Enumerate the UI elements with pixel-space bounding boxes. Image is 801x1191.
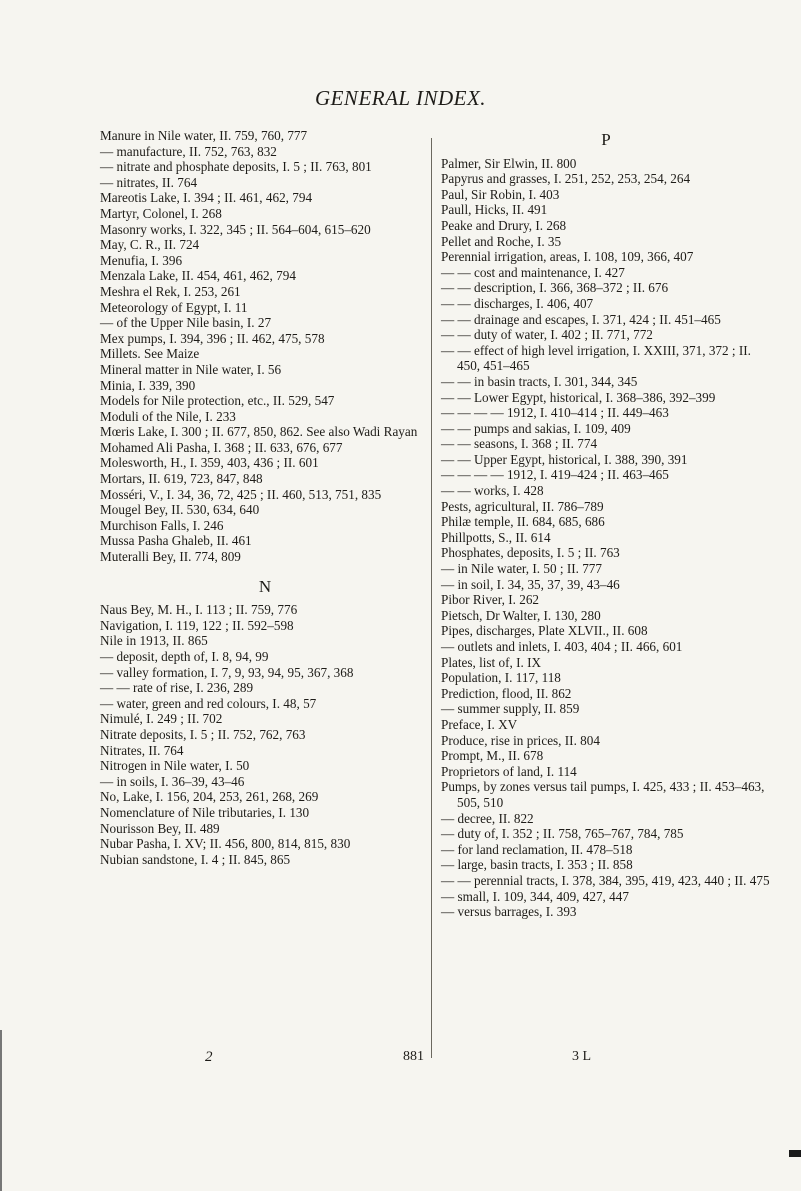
page-footer [0, 1049, 801, 1069]
index-entry: — — seasons, I. 368 ; II. 774 [441, 436, 598, 452]
index-entry: Prompt, M., II. 678 [441, 748, 544, 764]
index-entry: Muteralli Bey, II. 774, 809 [100, 549, 241, 565]
index-entry: — large, basin tracts, I. 353 ; II. 858 [441, 857, 633, 873]
index-entry: — — — — 1912, I. 419–424 ; II. 463–465 [441, 467, 669, 483]
section-letter-n: N [258, 576, 272, 596]
index-entry: Pibor River, I. 262 [441, 592, 540, 608]
index-entry: Mineral matter in Nile water, I. 56 [100, 361, 282, 377]
index-entry: — in soil, I. 34, 35, 37, 39, 43–46 [441, 576, 620, 592]
index-entry: Pipes, discharges, Plate XLVII., II. 608 [441, 623, 648, 639]
index-entry: — — rate of rise, I. 236, 289 [100, 680, 254, 696]
index-entry: Nitrates, II. 764 [100, 742, 184, 758]
index-entry: Preface, I. XV [441, 716, 518, 732]
index-entry: Nile in 1913, II. 865 [100, 633, 208, 649]
index-entry: Meteorology of Egypt, I. 11 [100, 299, 248, 315]
index-entry: Molesworth, H., I. 359, 403, 436 ; II. 601 [100, 455, 319, 471]
page-number: 881 [403, 1049, 424, 1064]
index-entry: Nimulé, I. 249 ; II. 702 [100, 711, 223, 727]
index-entry: — — discharges, I. 406, 407 [441, 295, 594, 311]
index-entry: — duty of, I. 352 ; II. 758, 765–767, 784, 785 [441, 826, 684, 842]
index-entry: — — pumps and sakias, I. 109, 409 [441, 420, 631, 436]
index-entry: — of the Upper Nile basin, I. 27 [100, 315, 272, 331]
index-entry: Nubian sandstone, I. 4 ; II. 845, 865 [100, 851, 291, 867]
index-entry: Mussa Pasha Ghaleb, II. 461 [100, 533, 252, 549]
index-entry: Millets. See Maize [100, 346, 200, 362]
index-entry: Paul, Sir Robin, I. 403 [441, 186, 560, 202]
index-entry: Pietsch, Dr Walter, I. 130, 280 [441, 607, 601, 623]
index-entry: — water, green and red colours, I. 48, 57 [100, 695, 317, 711]
index-entry: Models for Nile protection, etc., II. 529, 547 [100, 393, 335, 409]
index-entry: Philæ temple, II. 684, 685, 686 [441, 514, 605, 530]
index-entry: Nubar Pasha, I. XV; II. 456, 800, 814, 815, 830 [100, 836, 351, 852]
index-entry: — manufacture, II. 752, 763, 832 [100, 143, 277, 159]
index-entry: Mareotis Lake, I. 394 ; II. 461, 462, 794 [100, 190, 313, 206]
index-entry: Navigation, I. 119, 122 ; II. 592–598 [100, 617, 294, 633]
index-entry: Manure in Nile water, II. 759, 760, 777 [100, 128, 308, 143]
index-entry: Nourisson Bey, II. 489 [100, 820, 220, 836]
index-entry: — — cost and maintenance, I. 427 [441, 264, 625, 280]
left-column [100, 128, 430, 867]
index-entry: Pests, agricultural, II. 786–789 [441, 498, 604, 514]
index-entry: May, C. R., II. 724 [100, 237, 200, 253]
index-entry: — nitrate and phosphate deposits, I. 5 ; II. 763, 801 [100, 159, 372, 175]
index-entry: Pellet and Roche, I. 35 [441, 233, 562, 249]
index-entry: Prediction, flood, II. 862 [441, 685, 572, 701]
index-entry: Proprietors of land, I. 114 [441, 763, 577, 779]
page-title: GENERAL INDEX. [314, 86, 487, 110]
index-entry: Menufia, I. 396 [100, 252, 183, 268]
index-entry: — outlets and inlets, I. 403, 404 ; II. 466, 601 [441, 639, 683, 654]
index-entry: Population, I. 117, 118 [441, 670, 561, 686]
index-entry: Mosséri, V., I. 34, 36, 72, 425 ; II. 460, 513, 751, 835 [100, 486, 382, 502]
index-entry: Minia, I. 339, 390 [100, 377, 196, 393]
scan-edge-line [0, 1030, 2, 1191]
index-entry: — nitrates, II. 764 [100, 174, 198, 190]
index-entry: Papyrus and grasses, I. 251, 252, 253, 254, 264 [441, 171, 691, 187]
index-entry: Nitrate deposits, I. 5 ; II. 752, 762, 763 [100, 726, 306, 742]
index-entry: — in Nile water, I. 50 ; II. 777 [441, 561, 602, 577]
index-entry: — — works, I. 428 [441, 483, 544, 499]
index-entry: Phosphates, deposits, I. 5 ; II. 763 [441, 545, 620, 561]
index-list-m [100, 128, 430, 565]
index-entry: Pumps, by zones versus tail pumps, I. 425, 433 ; II. 453–463, 505, 510 [441, 779, 765, 810]
index-entry: Produce, rise in prices, II. 804 [441, 732, 600, 748]
index-entry: Peake and Drury, I. 268 [441, 217, 567, 233]
column-divider [431, 138, 432, 1058]
right-column [441, 132, 771, 920]
index-entry: — decree, II. 822 [441, 810, 534, 826]
index-entry: — deposit, depth of, I. 8, 94, 99 [100, 649, 269, 664]
index-entry: Nitrogen in Nile water, I. 50 [100, 758, 250, 774]
index-entry: Martyr, Colonel, I. 268 [100, 205, 222, 221]
sheet-mark: 3 L [572, 1049, 592, 1064]
index-entry: — summer supply, II. 859 [441, 701, 580, 717]
index-entry: — — — — 1912, I. 410–414 ; II. 449–463 [441, 405, 669, 421]
scan-edge-mark [789, 1150, 801, 1157]
index-entry: — — Upper Egypt, historical, I. 388, 390, 391 [441, 451, 688, 467]
index-entry: No, Lake, I. 156, 204, 253, 261, 268, 269 [100, 789, 319, 805]
index-entry: Plates, list of, I. IX [441, 654, 541, 670]
index-entry: — valley formation, I. 7, 9, 93, 94, 95, 367, 368 [100, 664, 354, 680]
index-entry: Mohamed Ali Pasha, I. 368 ; II. 633, 676, 677 [100, 439, 343, 455]
index-entry: Mougel Bey, II. 530, 634, 640 [100, 502, 260, 518]
index-entry: — — description, I. 366, 368–372 ; II. 676 [441, 280, 669, 296]
index-entry: Mex pumps, I. 394, 396 ; II. 462, 475, 578 [100, 330, 325, 346]
index-entry: Naus Bey, M. H., I. 113 ; II. 759, 776 [100, 602, 298, 618]
index-list-n [100, 602, 430, 867]
index-entry: — in soils, I. 36–39, 43–46 [100, 773, 245, 789]
section-letter-p: P [601, 130, 611, 149]
index-entry: — — in basin tracts, I. 301, 344, 345 [441, 373, 638, 389]
index-entry: Paull, Hicks, II. 491 [441, 202, 548, 218]
index-entry: — versus barrages, I. 393 [441, 904, 577, 920]
index-entry: — — effect of high level irrigation, I. XXIII, 371, 372 ; II. 450, 451–465 [441, 342, 751, 374]
index-entry: Masonry works, I. 322, 345 ; II. 564–604, 615–620 [100, 221, 371, 237]
index-entry: Mœris Lake, I. 300 ; II. 677, 850, 862. See also Wadi Rayan [100, 424, 418, 440]
index-entry: Murchison Falls, I. 246 [100, 517, 224, 533]
index-entry: — small, I. 109, 344, 409, 427, 447 [441, 888, 629, 904]
index-list-p [441, 156, 771, 920]
index-entry: — — duty of water, I. 402 ; II. 771, 772 [441, 327, 653, 343]
index-entry: Mortars, II. 619, 723, 847, 848 [100, 471, 263, 487]
index-entry: — — Lower Egypt, historical, I. 368–386, 392–399 [441, 389, 716, 405]
index-entry: Moduli of the Nile, I. 233 [100, 408, 236, 424]
index-entry: Perennial irrigation, areas, I. 108, 109, 366, 407 [441, 249, 694, 265]
index-entry: Nomenclature of Nile tributaries, I. 130 [100, 804, 310, 820]
signature-mark: 2 [205, 1049, 213, 1065]
index-entry: — for land reclamation, II. 478–518 [441, 841, 633, 857]
index-entry: — — perennial tracts, I. 378, 384, 395, 419, 423, 440 ; II. 475 [441, 872, 770, 888]
index-entry: Palmer, Sir Elwin, II. 800 [441, 155, 577, 171]
index-entry: Phillpotts, S., II. 614 [441, 529, 551, 545]
index-entry: — — drainage and escapes, I. 371, 424 ; II. 451–465 [441, 311, 721, 327]
index-entry: Meshra el Rek, I. 253, 261 [100, 283, 241, 299]
index-entry: Menzala Lake, II. 454, 461, 462, 794 [100, 268, 296, 284]
